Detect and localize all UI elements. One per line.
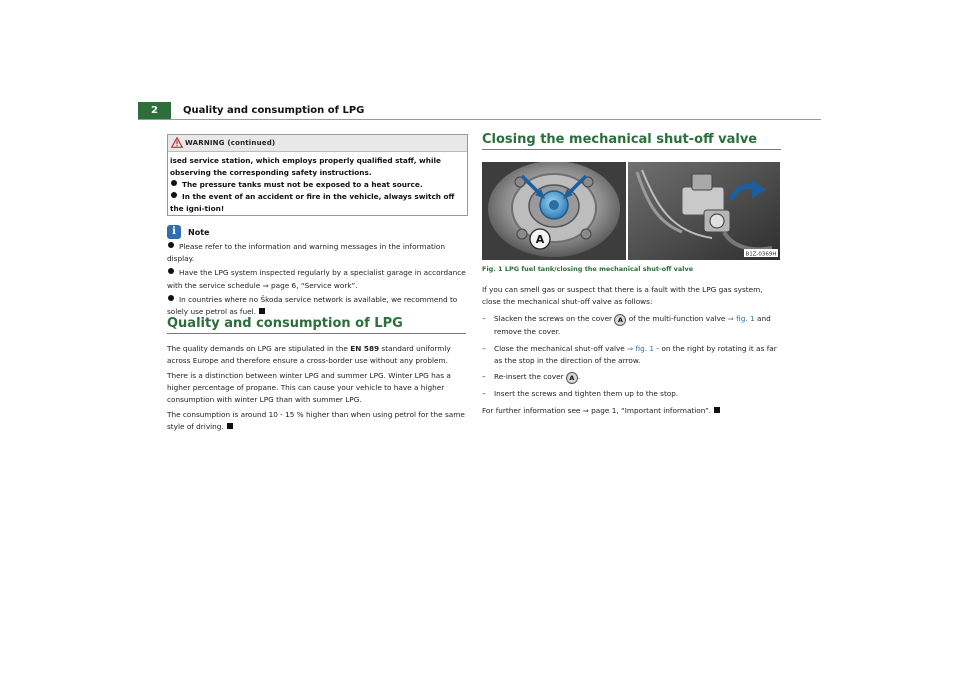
closing-body	[482, 284, 782, 420]
callout-badge-a: A	[614, 314, 626, 326]
closing-outro	[482, 405, 782, 417]
note-item	[167, 294, 467, 318]
page-number: 2	[138, 102, 171, 120]
text-run: Insert the screws and tighten them up to the stop.	[494, 389, 679, 399]
end-mark-icon	[714, 407, 720, 413]
step-item	[482, 313, 782, 338]
step-dash: –	[482, 314, 486, 324]
closing-intro: If you can smell gas or suspect that there is a fault with the LPG gas system, close the mechanical shut-off valve as follows:	[482, 285, 763, 307]
text-run: - on the right by rotating it as far as the stop in the direction of the arrow.	[494, 343, 777, 365]
text-run: Re-insert the cover	[494, 372, 566, 382]
figure-link[interactable]: ⇒ fig. 1	[727, 314, 755, 324]
text-run: For further information see ⇒ page 1, “Important information”.	[482, 406, 712, 416]
text-run: The consumption is around 10 - 15 % higher than when using petrol for the same style of driving.	[167, 410, 465, 432]
note-item-text: Have the LPG system inspected regularly by a specialist garage in accordance with the service schedule ⇒ page 6, “Service work”.	[167, 268, 466, 290]
text-run: Close the mechanical shut-off valve	[494, 343, 628, 353]
bullet-icon	[167, 241, 176, 250]
warning-bullet	[170, 191, 464, 215]
section-title-quality: Quality and consumption of LPG	[167, 316, 403, 331]
quality-paragraph	[167, 409, 467, 433]
note-item-text: Please refer to the information and warning messages in the information display.	[167, 242, 445, 264]
section-rule	[167, 333, 466, 334]
text-run: and remove the cover.	[494, 314, 771, 337]
callout-badge-a: A	[566, 372, 578, 384]
quality-paragraph	[167, 343, 467, 367]
warning-bullet-text: The pressure tanks must not be exposed to a heat source.	[182, 180, 423, 189]
step-item	[482, 388, 782, 400]
warning-triangle-icon	[171, 137, 183, 148]
note-info-icon: i	[167, 225, 181, 239]
note-body	[167, 241, 467, 320]
note-item	[167, 267, 467, 291]
end-mark-icon	[227, 423, 233, 429]
warning-text: ised service station, which employs properly qualified staff, while observing the corresponding safety instructions.	[170, 156, 441, 177]
section-title-closing: Closing the mechanical shut-off valve	[482, 132, 758, 147]
text-run: of the multi-function valve	[626, 314, 728, 324]
figure-link[interactable]: ⇒ fig. 1	[627, 343, 655, 353]
bullet-icon	[170, 191, 179, 200]
bullet-icon	[170, 179, 179, 188]
header-rule	[138, 119, 821, 120]
note-item-text: In countries where no Škoda service network is available, we recommend to solely use petrol as fuel.	[167, 294, 458, 317]
standard-code: EN 589	[350, 344, 380, 353]
step-dash: –	[482, 389, 486, 399]
figure-illustration	[482, 162, 780, 260]
step-item	[482, 371, 782, 384]
running-title: Quality and consumption of LPG	[183, 105, 365, 116]
text-run: Slacken the screws on the cover	[494, 314, 615, 324]
text-run: The quality demands on LPG are stipulated in the	[167, 344, 351, 353]
quality-body	[167, 343, 467, 436]
step-dash: –	[482, 372, 486, 382]
figure-lpg-tank	[482, 162, 780, 260]
warning-body	[170, 155, 464, 215]
warning-header	[168, 135, 467, 152]
note-title: Note	[188, 228, 210, 237]
text-run: standard uniformly across Europe and therefore ensure a cross-border use without any problem.	[167, 344, 451, 366]
warning-title: WARNING (continued)	[185, 139, 276, 147]
warning-bullet-text: In the event of an accident or fire in the vehicle, always switch off the igni-tion!	[170, 192, 455, 213]
warning-bullet	[170, 179, 464, 191]
step-item	[482, 343, 782, 367]
note-item	[167, 241, 467, 265]
section-rule	[482, 149, 781, 150]
warning-box	[167, 134, 468, 216]
step-dash: –	[482, 343, 486, 353]
bullet-icon	[167, 267, 176, 276]
bullet-icon	[167, 294, 176, 303]
quality-paragraph: There is a distinction between winter LPG and summer LPG. Winter LPG has a higher percentage of propane. This can cause your vehicle to have a higher consumption with winter LPG than with summer LPG.	[167, 370, 451, 405]
text-run: .	[577, 372, 581, 382]
end-mark-icon	[259, 308, 265, 314]
figure-callout-label: A	[535, 233, 545, 246]
figure-code: B1Z-0369H	[745, 251, 777, 258]
figure-caption: Fig. 1 LPG fuel tank/closing the mechanical shut-off valve	[482, 265, 694, 273]
